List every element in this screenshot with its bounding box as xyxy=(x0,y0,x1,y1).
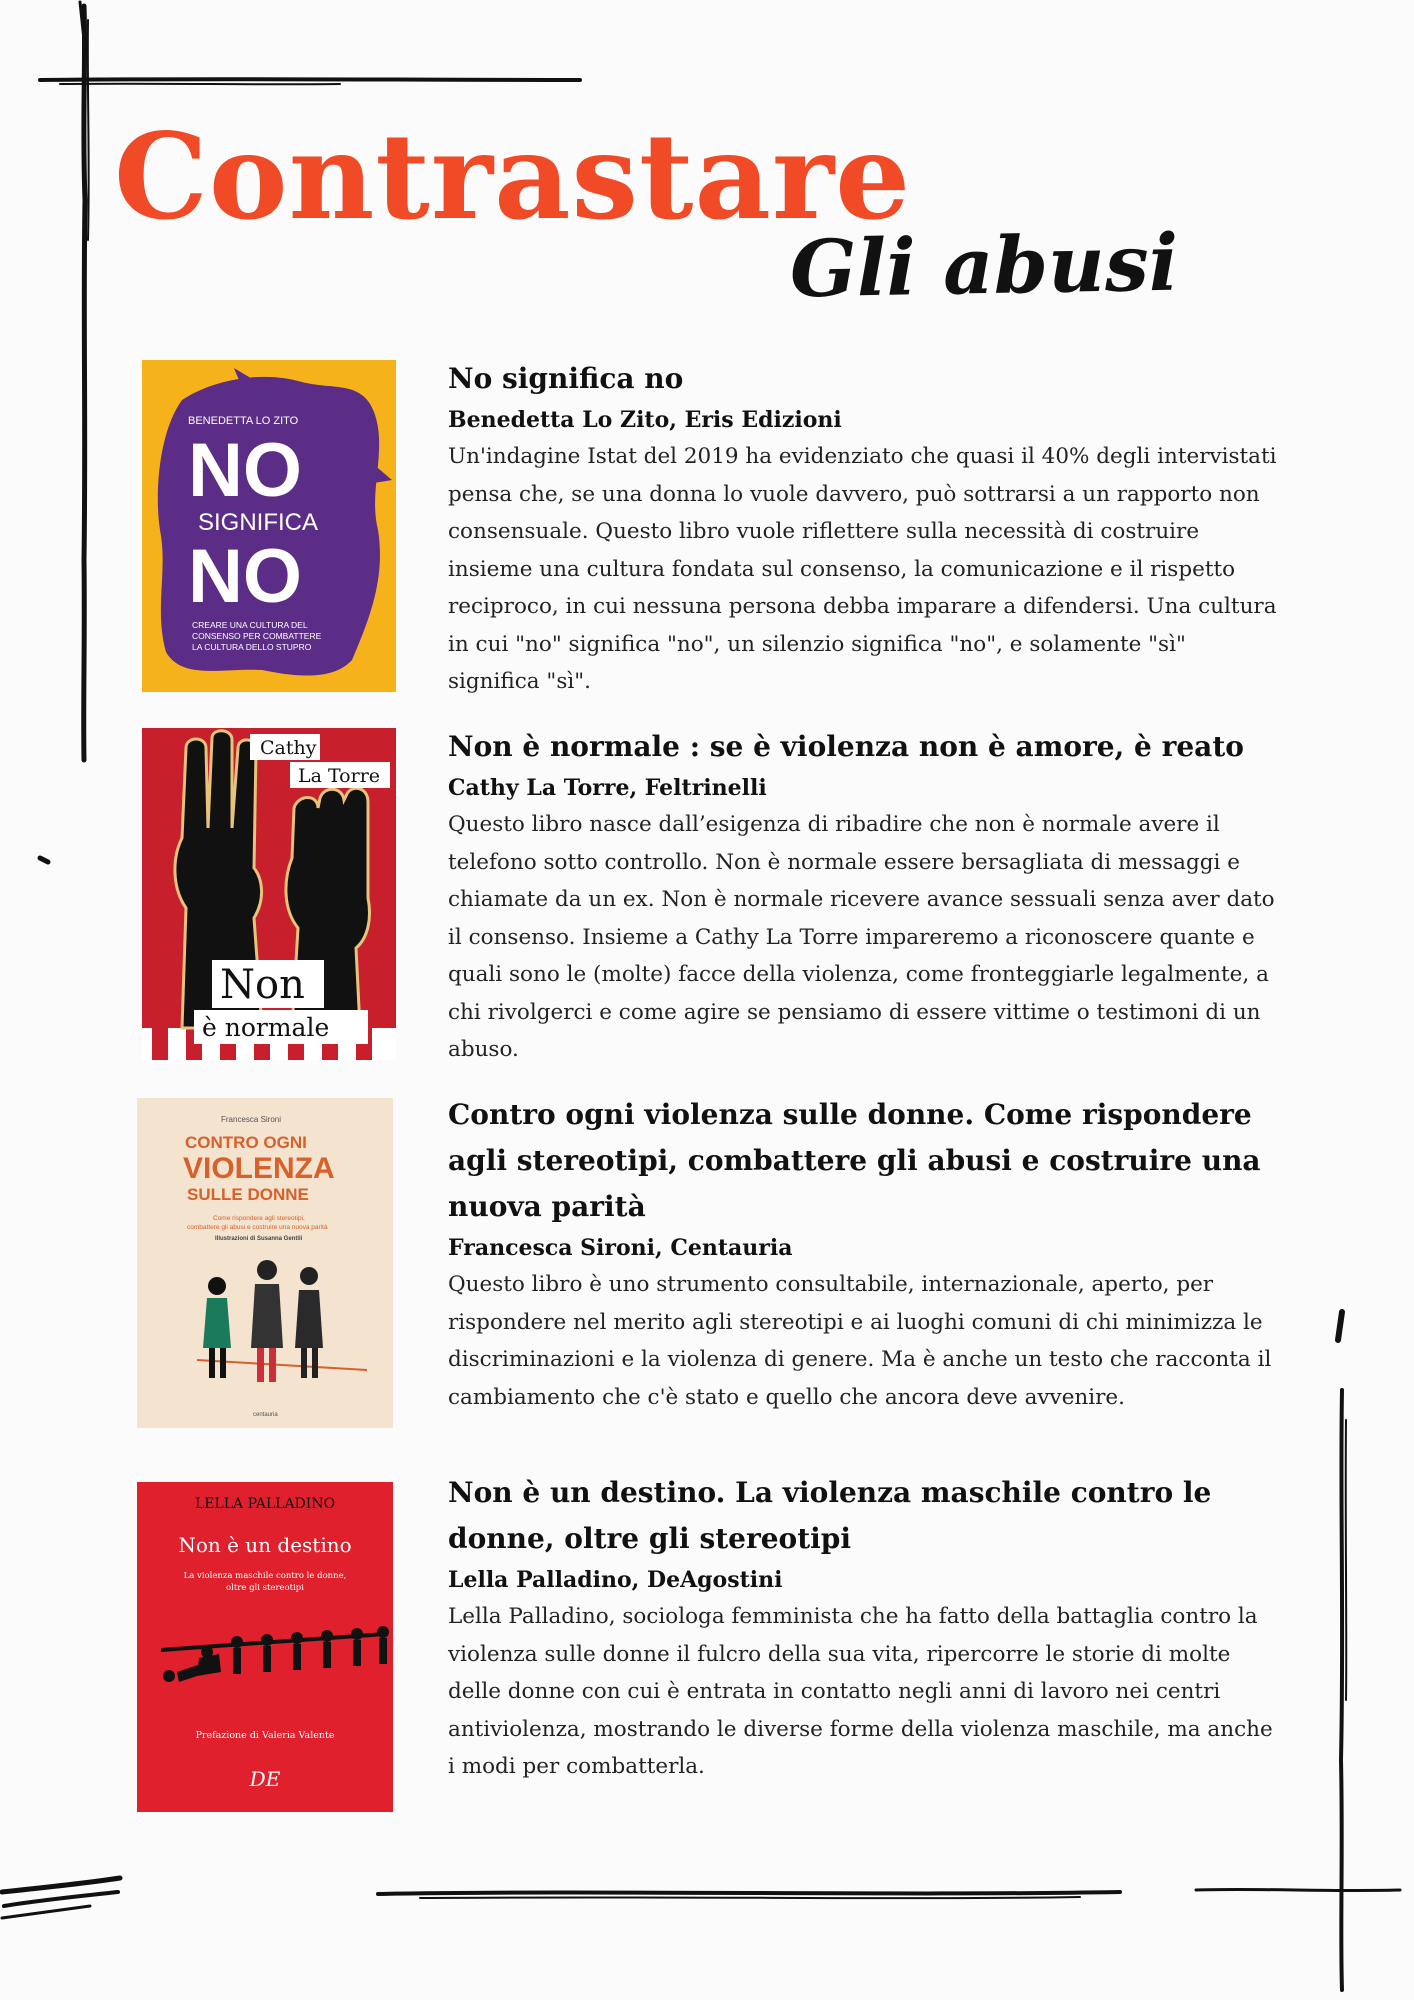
cover-title-line-3: NO xyxy=(188,534,302,619)
cover-author: BENEDETTA LO ZITO xyxy=(188,415,299,427)
book-title: Non è un destino. La violenza maschile contro le donne, oltre gli stereotipi xyxy=(448,1476,1212,1555)
page-subtitle: Gli abusi xyxy=(789,217,1180,316)
book-author: Benedetta Lo Zito, Eris Edizioni xyxy=(448,407,842,433)
cover-illustrator: Illustrazioni di Susanna Gentili xyxy=(215,1236,303,1242)
cover-title-line-2: VIOLENZA xyxy=(183,1152,335,1185)
cover-preface: Prefazione di Valeria Valente xyxy=(195,1730,335,1741)
cover-author-last: La Torre xyxy=(298,765,381,787)
cover-title-line-2: è normale xyxy=(202,1013,330,1042)
book-author: Francesca Sironi, Centauria xyxy=(448,1235,793,1261)
cover-tagline-3: LA CULTURA DELLO STUPRO xyxy=(192,642,312,652)
cover-title: Non è un destino xyxy=(178,1533,352,1557)
book-description: Un'indagine Istat del 2019 ha evidenziato che quasi il 40% degli intervistati pensa che, se una donna lo vuole davvero, può sottrarsi a un rapporto non consensuale. Questo libro vuole riflettere sulla necessità di costruire insieme una cultura fondata sul consenso, la comunicazione e il rispetto reciproco, in cui nessuna persona debba imparare a difendersi. Una cultura in cui "no" significa "no", un silenzio significa "no", e solamente "sì" significa "sì". xyxy=(448,444,1277,694)
cover-title-line-2: SIGNIFICA xyxy=(198,509,319,536)
book-description: Questo libro nasce dall’esigenza di ribadire che non è normale avere il telefono sotto controllo. Non è normale essere bersagliata di messaggi e chiamate da un ex. Non è normale ricevere avance sessuali senza aver dato il consenso. Insieme a Cathy La Torre impareremo a riconoscere quante e quali sono le (molte) facce della violenza, come fronteggiarle legalmente, a chi rivolgerci e come agire se pensiamo di essere vittime o testimoni di un abuso. xyxy=(448,812,1275,1062)
book-title: Contro ogni violenza sulle donne. Come rispondere agli stereotipi, combattere gli abusi e costruire una nuova parità xyxy=(448,1098,1261,1223)
cover-title-line-1: NO xyxy=(188,428,302,513)
book-author: Cathy La Torre, Feltrinelli xyxy=(448,775,767,801)
book-cover xyxy=(137,1098,393,1428)
book-title: Non è normale : se è violenza non è amore, è reato xyxy=(448,730,1244,763)
book-author: Lella Palladino, DeAgostini xyxy=(448,1567,783,1593)
cover-subtitle-2: oltre gli stereotipi xyxy=(226,1583,304,1593)
book-description: Questo libro è uno strumento consultabile, internazionale, aperto, per rispondere nel merito agli stereotipi e ai luoghi comuni di chi minimizza le discriminazioni e la violenza di genere. Ma è anche un testo che racconta il cambiamento che c'è stato e quello che ancora deve avvenire. xyxy=(448,1272,1272,1410)
publisher-logo: DE xyxy=(249,1767,281,1791)
cover-tagline-1: CREARE UNA CULTURA DEL xyxy=(192,620,308,630)
cover-author: LELLA PALLADINO xyxy=(194,1496,336,1512)
cover-title-line-1: Non xyxy=(220,962,305,1008)
cover-subtitle-2: combattere gli abusi e costruire una nuova parità xyxy=(187,1224,328,1231)
cover-title-line-3: SULLE DONNE xyxy=(187,1185,309,1204)
cover-author-first: Cathy xyxy=(260,737,317,759)
cover-subtitle-1: Come rispondere agli stereotipi, xyxy=(213,1215,305,1222)
cover-author: Francesca Sironi xyxy=(221,1115,282,1124)
cover-title-line-1: CONTRO OGNI xyxy=(185,1133,307,1152)
cover-subtitle-1: La violenza maschile contro le donne, xyxy=(183,1571,347,1581)
page-title: Contrastare xyxy=(114,107,912,246)
book-description: Lella Palladino, sociologa femminista che ha fatto della battaglia contro la violenza sulle donne il fulcro della sua vita, ripercorre le storie di molte delle donne con cui è entrata in contatto negli anni di lavoro nei centri antiviolenza, mostrando le diverse forme della violenza maschile, ma anche i modi per combatterla. xyxy=(448,1604,1273,1779)
cover-publisher: centauria xyxy=(253,1412,278,1418)
book-title: No significa no xyxy=(448,362,684,395)
book-cover xyxy=(137,1482,393,1812)
cover-tagline-2: CONSENSO PER COMBATTERE xyxy=(192,631,322,641)
book-cover xyxy=(142,360,396,692)
book-cover xyxy=(142,728,396,1060)
